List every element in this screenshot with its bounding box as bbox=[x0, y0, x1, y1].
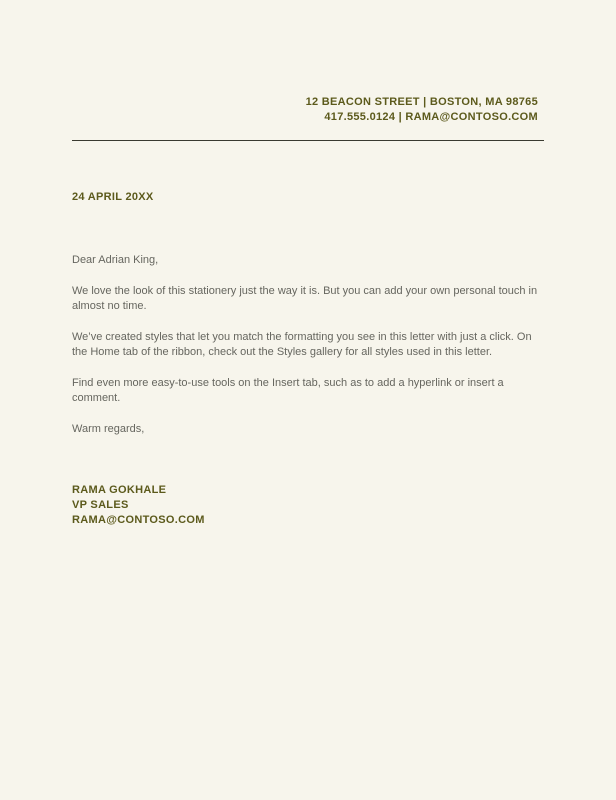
header-divider bbox=[72, 140, 544, 141]
letter-body bbox=[72, 253, 544, 452]
sender-contact-block bbox=[306, 95, 538, 125]
closing: Warm regards, bbox=[72, 422, 145, 435]
sender-phone-email: 417.555.0124 | RAMA@CONTOSO.COM bbox=[324, 111, 538, 123]
body-paragraph-2: We’ve created styles that let you match the formatting you see in this letter with just a click. On the Home tab of the ribbon, check out the Styles gallery for all styles used in this letter. bbox=[72, 330, 532, 358]
body-paragraph-1: We love the look of this stationery just the way it is. But you can add your own personal touch in almost no time. bbox=[72, 284, 538, 312]
signature-email: RAMA@CONTOSO.COM bbox=[72, 514, 205, 526]
salutation: Dear Adrian King, bbox=[72, 254, 159, 266]
body-paragraph-3: Find even more easy-to-use tools on the Insert tab, such as to add a hyperlink or insert a comment. bbox=[72, 376, 504, 404]
signature-name: RAMA GOKHALE bbox=[72, 484, 167, 496]
signature-title: VP SALES bbox=[72, 499, 129, 511]
letter-date: 24 APRIL 20XX bbox=[72, 191, 154, 203]
signature-block bbox=[72, 483, 205, 528]
sender-address: 12 BEACON STREET | BOSTON, MA 98765 bbox=[305, 96, 538, 108]
